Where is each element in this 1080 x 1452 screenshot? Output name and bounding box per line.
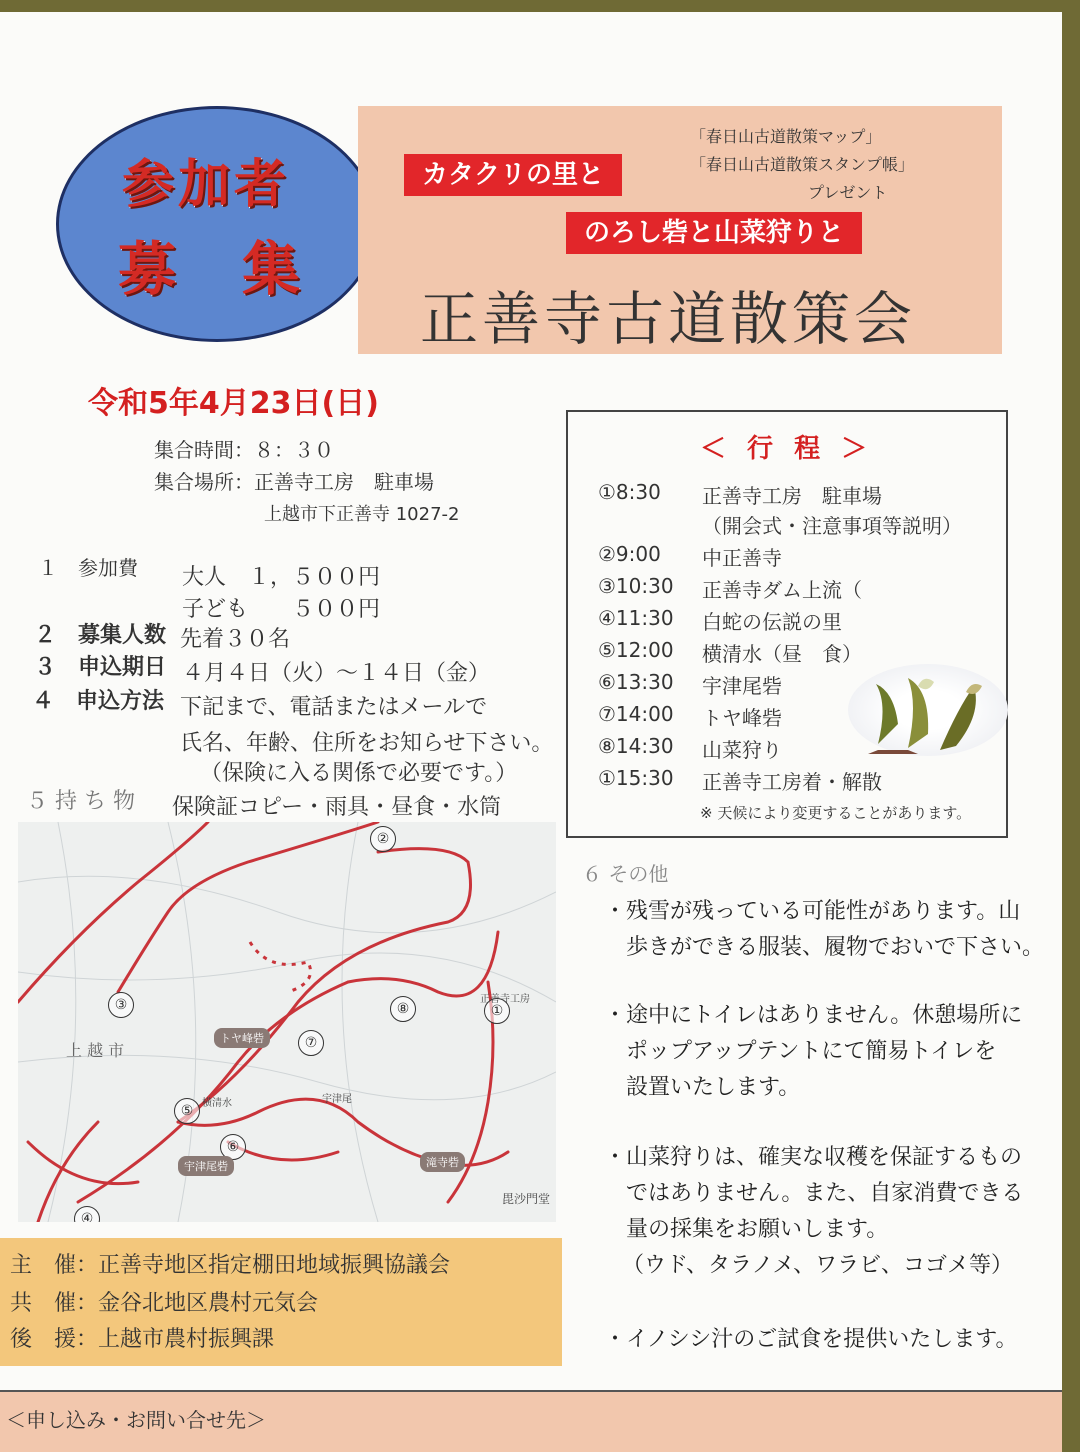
method-line-3: （保険に入る関係で必要です。） — [200, 761, 518, 786]
items-label: ５ 持 ち 物 — [26, 789, 135, 814]
schedule-time: ⑦14:00 — [598, 702, 674, 726]
map-marker-5: ⑤ — [174, 1098, 200, 1124]
present-line-1: 「春日山古道散策マップ」 — [690, 127, 882, 146]
meet-place: 集合場所：正善寺工房 駐車場 — [154, 470, 434, 494]
schedule-note: ※ 天候により変更することがあります。 — [700, 804, 972, 822]
schedule-place: トヤ峰砦 — [702, 706, 782, 730]
bubble-line2: 募 集 — [118, 235, 305, 303]
schedule-place: 正善寺工房着・解散 — [702, 770, 882, 794]
route-map — [18, 822, 556, 1222]
map-marker-8: ⑧ — [390, 996, 416, 1022]
capacity-label: ２ 募集人数 — [34, 623, 167, 648]
map-marker-1: ① — [484, 998, 510, 1024]
map-marker-2: ② — [370, 826, 396, 852]
map-label-toya: トヤ峰砦 — [214, 1028, 270, 1048]
sansai-sprouts-image — [848, 664, 1008, 756]
sponsor-host: 主 催：正善寺地区指定棚田地域振興協議会 — [10, 1253, 451, 1278]
other-p4: ・イノシシ汁のご試食を提供いたします。 — [604, 1327, 1018, 1352]
schedule-place: 宇津尾砦 — [702, 674, 782, 698]
contact-heading: ＜申し込み・お問い合せ先＞ — [6, 1408, 266, 1432]
schedule-place: 中正善寺 — [702, 546, 782, 570]
schedule-time: ①8:30 — [598, 480, 661, 504]
period-value: ４月４日（火）～１４日（金） — [182, 661, 491, 686]
present-line-3: プレゼント — [808, 183, 888, 202]
map-label-utsuo-small: 宇津尾 — [322, 1094, 352, 1105]
map-marker-6: ⑥ — [220, 1134, 246, 1160]
map-label-taki: 滝寺砦 — [420, 1152, 465, 1172]
sponsor-support: 後 援：上越市農村振興課 — [10, 1327, 275, 1352]
map-marker-4: ④ — [74, 1206, 100, 1222]
schedule-place: 正善寺ダム上流（ — [702, 578, 862, 602]
map-label-utsuo: 宇津尾砦 — [178, 1156, 234, 1176]
other-p2-line3: 設置いたします。 — [626, 1075, 801, 1100]
sponsor-cohost: 共 催：金谷北地区農村元気会 — [10, 1291, 319, 1316]
map-label-bishamon: 毘沙門堂 — [502, 1192, 551, 1206]
other-p3-line3: 量の採集をお願いします。 — [626, 1217, 889, 1242]
other-p2-line2: ポップアップテントにて簡易トイレを — [626, 1039, 997, 1064]
meet-address: 上越市下正善寺 1027-2 — [264, 504, 460, 525]
other-heading: ６ その他 — [582, 862, 669, 886]
route-lines — [18, 822, 556, 1222]
schedule-time: ⑤12:00 — [598, 638, 674, 662]
items-value: 保険証コピー・雨具・昼食・水筒 — [172, 795, 502, 820]
method-label: ４ 申込方法 — [32, 689, 165, 714]
subtitle-bar-1: カタクリの里と — [404, 154, 622, 196]
bubble-line1: 参加者 — [122, 154, 291, 215]
sansai-photo — [848, 664, 1008, 756]
schedule-time: ③10:30 — [598, 574, 674, 598]
fee-label: １ 参加費 — [38, 556, 138, 580]
schedule-time: ②9:00 — [598, 542, 661, 566]
other-p1-line2: 歩きができる服装、履物でおいで下さい。 — [626, 935, 1045, 960]
map-marker-7: ⑦ — [298, 1030, 324, 1056]
event-date: 令和5年4月23日(日) — [88, 386, 379, 421]
map-marker-3: ③ — [108, 992, 134, 1018]
map-label-yokoshimizu: 横清水 — [202, 1098, 232, 1109]
subtitle-bar-2: のろし砦と山菜狩りと — [566, 212, 862, 254]
fee-adult: 大人 １，５００円 — [182, 565, 381, 590]
capacity-value: 先着３０名 — [180, 627, 291, 652]
method-line-1: 下記まで、電話またはメールで — [180, 695, 488, 720]
schedule-place: （開会式・注意事項等説明） — [702, 514, 962, 538]
period-label: ３ 申込期日 — [34, 655, 167, 680]
other-p3-line1: ・山菜狩りは、確実な収穫を保証するもの — [604, 1145, 1023, 1170]
schedule-place: 山菜狩り — [702, 738, 782, 762]
other-p3-line4: （ウド、タラノメ、ワラビ、コゴメ等） — [622, 1253, 1013, 1278]
other-p3-line2: ではありません。また、自家消費できる — [626, 1181, 1024, 1206]
method-line-2: 氏名、年齢、住所をお知らせ下さい。 — [180, 731, 554, 756]
map-city-label: 上 越 市 — [66, 1041, 125, 1060]
schedule-time: ⑧14:30 — [598, 734, 674, 758]
schedule-time: ①15:30 — [598, 766, 674, 790]
schedule-place: 正善寺工房 駐車場 — [702, 484, 882, 508]
present-line-2: 「春日山古道散策スタンプ帳」 — [690, 155, 915, 174]
main-title: 正善寺古道散策会 — [420, 285, 917, 353]
meet-time: 集合時間：８：３０ — [154, 438, 334, 462]
schedule-time: ④11:30 — [598, 606, 674, 630]
schedule-place: 横清水（昼 食） — [702, 642, 862, 666]
schedule-title: ＜ 行 程 ＞ — [700, 434, 874, 464]
schedule-place: 白蛇の伝説の里 — [702, 610, 842, 634]
map-label-kobo: 正善寺工房 — [480, 994, 530, 1005]
schedule-time: ⑥13:30 — [598, 670, 674, 694]
other-p2-line1: ・途中にトイレはありません。休憩場所に — [604, 1003, 1023, 1028]
other-p1-line1: ・残雪が残っている可能性があります。山 — [604, 899, 1021, 924]
fee-child: 子ども ５００円 — [182, 597, 381, 622]
